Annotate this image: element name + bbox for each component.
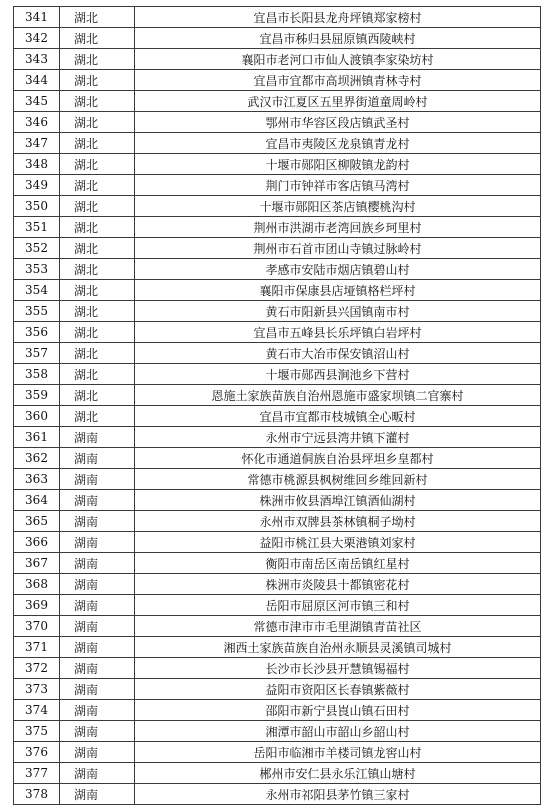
- row-number-cell: 367: [14, 553, 60, 574]
- village-name-cell: 长沙市长沙县开慧镇锡福村: [135, 658, 541, 679]
- village-name-cell: 宜昌市五峰县长乐坪镇白岩坪村: [135, 322, 541, 343]
- province-cell: 湖北: [60, 280, 135, 301]
- table-row: [14, 469, 541, 490]
- table-row: [14, 553, 541, 574]
- row-number-cell: 357: [14, 343, 60, 364]
- village-name-cell: 荆州市洪湖市老湾回族乡珂里村: [135, 217, 541, 238]
- village-name-cell: 黄石市大冶市保安镇沼山村: [135, 343, 541, 364]
- village-name-cell: 孝感市安陆市烟店镇碧山村: [135, 259, 541, 280]
- province-cell: 湖北: [60, 301, 135, 322]
- province-cell: 湖南: [60, 553, 135, 574]
- row-number-cell: 348: [14, 154, 60, 175]
- province-cell: 湖北: [60, 322, 135, 343]
- row-number-cell: 373: [14, 679, 60, 700]
- table-row: [14, 385, 541, 406]
- row-number-cell: 363: [14, 469, 60, 490]
- row-number-cell: 354: [14, 280, 60, 301]
- province-cell: 湖南: [60, 784, 135, 805]
- province-cell: 湖北: [60, 217, 135, 238]
- table-row: [14, 448, 541, 469]
- province-cell: 湖南: [60, 595, 135, 616]
- village-name-cell: 荆州市石首市团山寺镇过脉岭村: [135, 238, 541, 259]
- village-name-cell: 郴州市安仁县永乐江镇山塘村: [135, 763, 541, 784]
- province-cell: 湖北: [60, 385, 135, 406]
- village-list-table-container: [13, 6, 540, 805]
- row-number-cell: 341: [14, 7, 60, 28]
- row-number-cell: 371: [14, 637, 60, 658]
- province-cell: 湖南: [60, 469, 135, 490]
- village-name-cell: 宜昌市宜都市高坝洲镇青林寺村: [135, 70, 541, 91]
- village-name-cell: 十堰市郧阳区柳陂镇龙韵村: [135, 154, 541, 175]
- village-list-body: [14, 7, 541, 805]
- province-cell: 湖北: [60, 406, 135, 427]
- village-name-cell: 襄阳市保康县店垭镇格栏坪村: [135, 280, 541, 301]
- village-name-cell: 怀化市通道侗族自治县坪坦乡皇都村: [135, 448, 541, 469]
- table-row: [14, 616, 541, 637]
- table-row: [14, 658, 541, 679]
- row-number-cell: 374: [14, 700, 60, 721]
- table-row: [14, 490, 541, 511]
- table-row: [14, 322, 541, 343]
- table-row: [14, 154, 541, 175]
- province-cell: 湖南: [60, 721, 135, 742]
- village-name-cell: 宜昌市夷陵区龙泉镇青龙村: [135, 133, 541, 154]
- row-number-cell: 368: [14, 574, 60, 595]
- village-name-cell: 宜昌市秭归县屈原镇西陵峡村: [135, 28, 541, 49]
- row-number-cell: 343: [14, 49, 60, 70]
- province-cell: 湖北: [60, 238, 135, 259]
- table-row: [14, 637, 541, 658]
- province-cell: 湖南: [60, 742, 135, 763]
- table-row: [14, 700, 541, 721]
- table-row: [14, 784, 541, 805]
- table-row: [14, 91, 541, 112]
- village-name-cell: 鄂州市华容区段店镇武圣村: [135, 112, 541, 133]
- province-cell: 湖南: [60, 427, 135, 448]
- province-cell: 湖南: [60, 448, 135, 469]
- province-cell: 湖南: [60, 616, 135, 637]
- province-cell: 湖北: [60, 28, 135, 49]
- village-name-cell: 宜昌市长阳县龙舟坪镇郑家榜村: [135, 7, 541, 28]
- province-cell: 湖北: [60, 175, 135, 196]
- province-cell: 湖南: [60, 574, 135, 595]
- province-cell: 湖北: [60, 91, 135, 112]
- row-number-cell: 375: [14, 721, 60, 742]
- province-cell: 湖北: [60, 133, 135, 154]
- row-number-cell: 370: [14, 616, 60, 637]
- row-number-cell: 372: [14, 658, 60, 679]
- row-number-cell: 365: [14, 511, 60, 532]
- province-cell: 湖北: [60, 7, 135, 28]
- village-name-cell: 株洲市攸县酒埠江镇酒仙湖村: [135, 490, 541, 511]
- village-name-cell: 岳阳市临湘市羊楼司镇龙窖山村: [135, 742, 541, 763]
- village-name-cell: 株洲市炎陵县十都镇密花村: [135, 574, 541, 595]
- village-name-cell: 武汉市江夏区五里界街道童周岭村: [135, 91, 541, 112]
- row-number-cell: 376: [14, 742, 60, 763]
- table-row: [14, 259, 541, 280]
- table-row: [14, 70, 541, 91]
- row-number-cell: 352: [14, 238, 60, 259]
- table-row: [14, 7, 541, 28]
- table-row: [14, 175, 541, 196]
- village-name-cell: 湘西土家族苗族自治州永顺县灵溪镇司城村: [135, 637, 541, 658]
- village-name-cell: 襄阳市老河口市仙人渡镇李家染坊村: [135, 49, 541, 70]
- table-row: [14, 28, 541, 49]
- row-number-cell: 364: [14, 490, 60, 511]
- province-cell: 湖南: [60, 637, 135, 658]
- province-cell: 湖北: [60, 343, 135, 364]
- table-row: [14, 343, 541, 364]
- table-row: [14, 721, 541, 742]
- row-number-cell: 362: [14, 448, 60, 469]
- row-number-cell: 351: [14, 217, 60, 238]
- row-number-cell: 349: [14, 175, 60, 196]
- village-name-cell: 宜昌市宜都市枝城镇全心畈村: [135, 406, 541, 427]
- row-number-cell: 360: [14, 406, 60, 427]
- village-name-cell: 常德市桃源县枫树维回乡维回新村: [135, 469, 541, 490]
- village-name-cell: 永州市祁阳县茅竹镇三家村: [135, 784, 541, 805]
- table-row: [14, 511, 541, 532]
- row-number-cell: 377: [14, 763, 60, 784]
- village-name-cell: 湘潭市韶山市韶山乡韶山村: [135, 721, 541, 742]
- table-row: [14, 112, 541, 133]
- province-cell: 湖北: [60, 70, 135, 91]
- province-cell: 湖南: [60, 763, 135, 784]
- row-number-cell: 342: [14, 28, 60, 49]
- row-number-cell: 356: [14, 322, 60, 343]
- table-row: [14, 595, 541, 616]
- province-cell: 湖南: [60, 532, 135, 553]
- table-row: [14, 427, 541, 448]
- village-name-cell: 荆门市钟祥市客店镇马湾村: [135, 175, 541, 196]
- village-name-cell: 永州市宁远县湾井镇下灌村: [135, 427, 541, 448]
- table-row: [14, 364, 541, 385]
- village-name-cell: 岳阳市屈原区河市镇三和村: [135, 595, 541, 616]
- table-row: [14, 217, 541, 238]
- row-number-cell: 346: [14, 112, 60, 133]
- province-cell: 湖南: [60, 700, 135, 721]
- village-name-cell: 益阳市资阳区长春镇紫薇村: [135, 679, 541, 700]
- table-row: [14, 133, 541, 154]
- table-row: [14, 574, 541, 595]
- province-cell: 湖北: [60, 259, 135, 280]
- village-name-cell: 十堰市郧西县涧池乡下营村: [135, 364, 541, 385]
- table-row: [14, 679, 541, 700]
- table-row: [14, 49, 541, 70]
- village-name-cell: 恩施土家族苗族自治州恩施市盛家坝镇二官寨村: [135, 385, 541, 406]
- table-row: [14, 763, 541, 784]
- row-number-cell: 366: [14, 532, 60, 553]
- row-number-cell: 344: [14, 70, 60, 91]
- table-row: [14, 238, 541, 259]
- table-row: [14, 196, 541, 217]
- row-number-cell: 361: [14, 427, 60, 448]
- village-name-cell: 黄石市阳新县兴国镇南市村: [135, 301, 541, 322]
- village-list-table: [13, 6, 541, 805]
- row-number-cell: 369: [14, 595, 60, 616]
- table-row: [14, 280, 541, 301]
- village-name-cell: 益阳市桃江县大栗港镇刘家村: [135, 532, 541, 553]
- province-cell: 湖北: [60, 49, 135, 70]
- province-cell: 湖北: [60, 196, 135, 217]
- village-name-cell: 邵阳市新宁县崀山镇石田村: [135, 700, 541, 721]
- table-row: [14, 532, 541, 553]
- row-number-cell: 359: [14, 385, 60, 406]
- province-cell: 湖北: [60, 364, 135, 385]
- row-number-cell: 355: [14, 301, 60, 322]
- province-cell: 湖南: [60, 511, 135, 532]
- village-name-cell: 永州市双牌县茶林镇桐子坳村: [135, 511, 541, 532]
- row-number-cell: 378: [14, 784, 60, 805]
- table-row: [14, 406, 541, 427]
- row-number-cell: 347: [14, 133, 60, 154]
- row-number-cell: 345: [14, 91, 60, 112]
- province-cell: 湖北: [60, 112, 135, 133]
- row-number-cell: 353: [14, 259, 60, 280]
- village-name-cell: 衡阳市南岳区南岳镇红星村: [135, 553, 541, 574]
- table-row: [14, 742, 541, 763]
- province-cell: 湖南: [60, 490, 135, 511]
- table-row: [14, 301, 541, 322]
- village-name-cell: 十堰市郧阳区茶店镇樱桃沟村: [135, 196, 541, 217]
- province-cell: 湖南: [60, 658, 135, 679]
- province-cell: 湖南: [60, 679, 135, 700]
- province-cell: 湖北: [60, 154, 135, 175]
- row-number-cell: 350: [14, 196, 60, 217]
- row-number-cell: 358: [14, 364, 60, 385]
- village-name-cell: 常德市津市市毛里湖镇青苗社区: [135, 616, 541, 637]
